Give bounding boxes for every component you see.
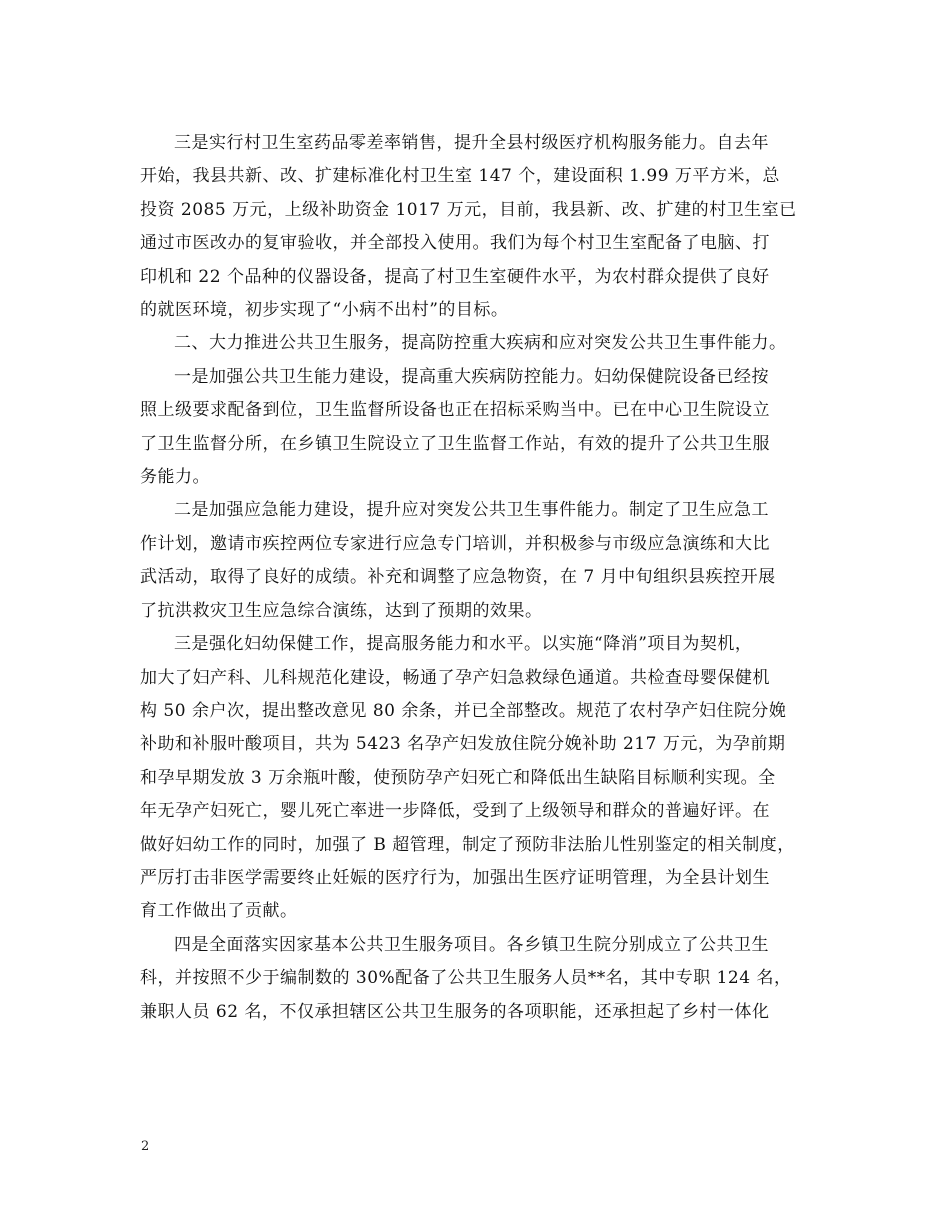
text-line: 四是全面落实因家基本公共卫生服务项目。各乡镇卫生院分别成立了公共卫生 (174, 934, 769, 955)
text-line: 开始，我县共新、改、扩建标准化村卫生室 147 个，建设面积 1.99 万平方米，总 (140, 166, 780, 187)
text-line: 加大了妇产科、儿科规范化建设，畅通了孕产妇急救绿色通道。共检查母婴保健机 (140, 667, 770, 688)
text-line: 做好妇幼工作的同时，加强了 B 超管理，制定了预防非法胎儿性别鉴定的相关制度， (140, 834, 795, 855)
text-line: 照上级要求配备到位，卫生监督所设备也正在招标采购当中。已在中心卫生院设立 (140, 400, 770, 421)
text-line: 印机和 22 个品种的仪器设备，提高了村卫生室硬件水平，为农村群众提供了良好 (140, 266, 770, 287)
text-line: 的就医环境，初步实现了“小病不出村”的目标。 (140, 300, 509, 321)
text-line: 年无孕产妇死亡，婴儿死亡率进一步降低，受到了上级领导和群众的普遍好评。在 (140, 801, 770, 822)
text-line: 三是强化妇幼保健工作，提高服务能力和水平。以实施“降消”项目为契机， (174, 634, 753, 655)
text-line: 二、大力推进公共卫生服务，提高防控重大疾病和应对突发公共卫生事件能力。 (174, 333, 787, 354)
text-line: 补助和补服叶酸项目，共为 5423 名孕产妇发放住院分娩补助 217 万元，为孕前期 (140, 734, 786, 755)
text-line: 作计划，邀请市疾控两位专家进行应急专门培训，并积极参与市级应急演练和大比 (140, 533, 770, 554)
text-line: 二是加强应急能力建设，提升应对突发公共卫生事件能力。制定了卫生应急工 (174, 500, 769, 521)
text-line: 了卫生监督分所，在乡镇卫生院设立了卫生监督工作站，有效的提升了公共卫生服 (140, 433, 770, 454)
text-line: 和孕早期发放 3 万余瓶叶酸，使预防孕产妇死亡和降低出生缺陷目标顺利实现。全 (140, 767, 776, 788)
text-line: 投资 2085 万元，上级补助资金 1017 万元，目前，我县新、改、扩建的村卫生室已 (140, 199, 797, 220)
text-line: 三是实行村卫生室药品零差率销售，提升全县村级医疗机构服务能力。自去年 (174, 133, 769, 153)
text-line: 了抗洪救灾卫生应急综合演练，达到了预期的效果。 (140, 600, 543, 621)
text-line: 兼职人员 62 名，不仅承担辖区公共卫生服务的各项职能，还承担起了乡村一体化 (140, 1001, 770, 1022)
text-line: 一是加强公共卫生能力建设，提高重大疾病防控能力。妇幼保健院设备已经按 (174, 366, 769, 387)
text-line: 通过市医改办的复审验收，并全部投入使用。我们为每个村卫生室配备了电脑、打 (140, 233, 770, 254)
text-line: 科，并按照不少于编制数的 30%配备了公共卫生服务人员**名，其中专职 124 名， (140, 968, 792, 989)
text-line: 育工作做出了贡献。 (140, 901, 298, 922)
text-line: 武活动，取得了良好的成绩。补充和调整了应急物资，在 7 月中旬组织县疾控开展 (140, 567, 776, 588)
text-line: 严厉打击非医学需要终止妊娠的医疗行为，加强出生医疗证明管理，为全县计划生 (140, 867, 770, 888)
text-line: 务能力。 (140, 467, 210, 488)
document-body (140, 127, 810, 1029)
text-line: 构 50 余户次，提出整改意见 80 余条，并已全部整改。规范了农村孕产妇住院分娩 (140, 700, 787, 721)
page-number: 2 (141, 1139, 150, 1154)
